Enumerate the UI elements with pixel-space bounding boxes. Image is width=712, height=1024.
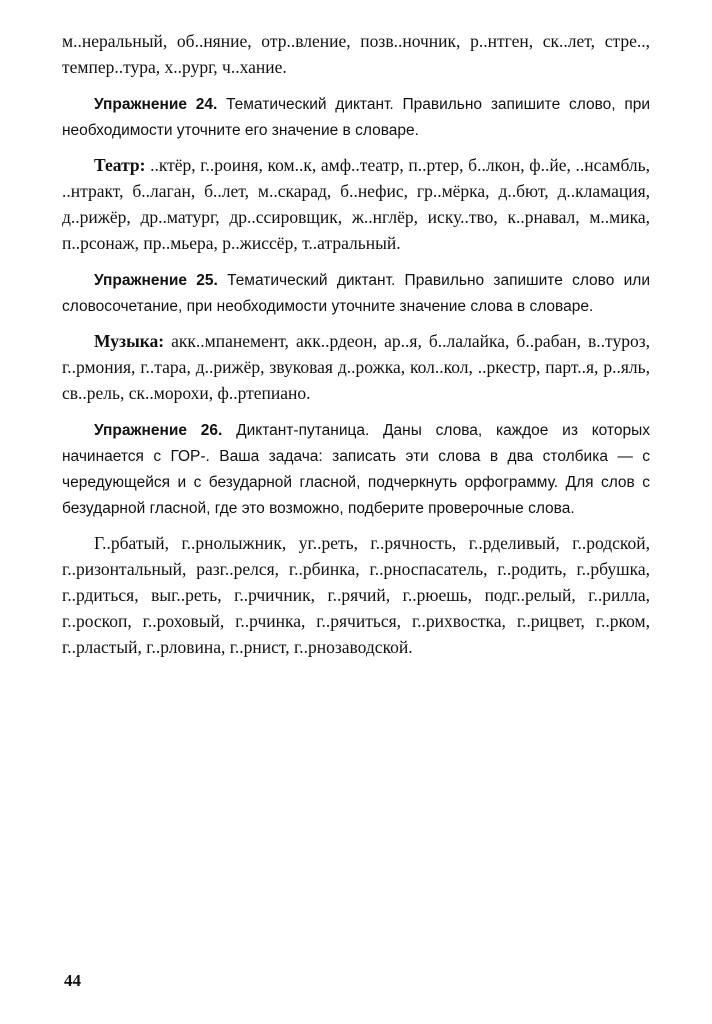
exercise-24-words: ..ктёр, г..роиня, ком..к, амф..театр, п..ртер, б..лкон, ф..йе, ..нсамбль, ..нтракт, б..лаган, б..лет, м..скарад, б..нефис, гр..мёрка, д..бют, д..кламация, д..рижёр, др..матург, др..ссировщик, ж..нглёр, иску..тво, к..рнавал, м..мика, п..рсонаж, пр..мьера, р..жиссёр, т..атральный.: [62, 155, 651, 253]
page-number: 44: [64, 971, 81, 990]
exercise-25-heading: [62, 268, 650, 320]
exercise-26-instruction: Диктант-путаница. Даны слова, каждое из которых начинается с ГОР-. Ваша задача: записать эти слова в два столбика — с чередующейся и с безударной гласной, подчеркнуть орфограмму. Для слов с безударной гласной, где это возможно, подберите проверочные слова.: [62, 422, 650, 517]
exercise-26-words: Г..рбатый, г..рнолыжник, уг..реть, г..рячность, г..рделивый, г..родской, г..ризонтальный, разг..релся, г..рбинка, г..рноспасатель, г..родить, г..рбушка, г..рдиться, выг..реть, г..рчичник, г..рячий, г..рюешь, подг..релый, г..рилла, г..роскоп, г..роховый, г..рчинка, г..рячиться, г..рихвостка, г..рицвет, г..рком, г..рластый, г..рловина, г..рнист, г..рнозаводской.: [62, 533, 650, 657]
top-word-list: м..неральный, об..няние, отр..вление, позв..ночник, р..нтген, ск..лет, стре.., темпер..тура, х..рург, ч..хание.: [62, 31, 650, 77]
exercise-25-title: Упражнение 25.: [94, 272, 218, 289]
exercise-25-body: [62, 328, 650, 406]
exercise-25-words: акк..мпанемент, акк..рдеон, ар..я, б..лалайка, б..рабан, в..туроз, г..рмония, г..тара, д..рижёр, звуковая д..рожка, кол..кол, ..ркестр, парт..я, р..яль, св..рель, ск..морохи, ф..ртепиано.: [62, 331, 650, 403]
exercise-25-instruction: Тематический диктант. Правильно запишите слово или словосочетание, при необходимости уточните значение слова в словаре.: [62, 272, 650, 315]
exercise-25-topic: Музыка:: [94, 331, 165, 351]
exercise-24-heading: [62, 92, 650, 144]
textbook-page: [62, 28, 650, 660]
exercise-26-title: Упражнение 26.: [94, 422, 223, 439]
exercise-24-body: [62, 152, 650, 256]
exercise-24-instruction: Тематический диктант. Правильно запишите слово, при необходимости уточните его значение в словаре.: [62, 96, 650, 139]
exercise-26-heading: [62, 418, 650, 522]
exercise-24-topic: Театр:: [94, 155, 146, 175]
exercise-24-title: Упражнение 24.: [94, 96, 218, 113]
